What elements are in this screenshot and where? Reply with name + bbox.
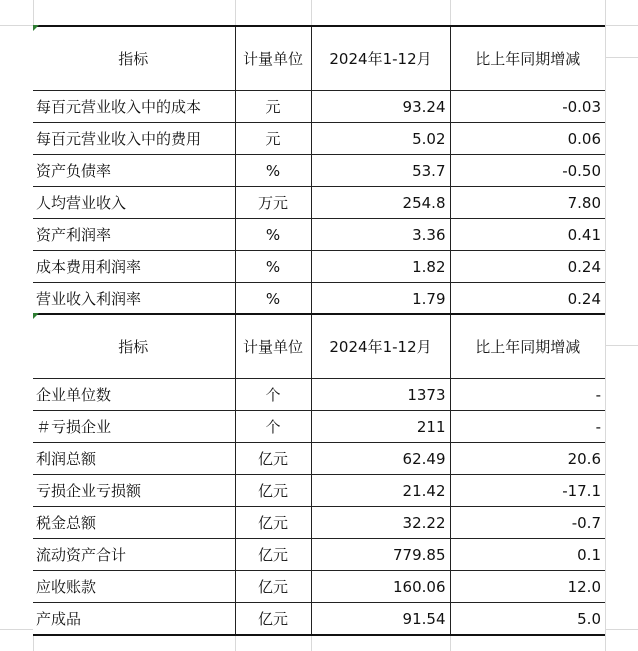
- indicator-cell[interactable]: 每百元营业收入中的费用: [33, 123, 235, 155]
- change-cell[interactable]: -: [450, 411, 605, 443]
- indicator-table-totals: [33, 313, 605, 636]
- unit-cell[interactable]: %: [235, 251, 311, 283]
- change-cell[interactable]: 0.41: [450, 219, 605, 251]
- unit-cell[interactable]: %: [235, 283, 311, 316]
- value-cell[interactable]: 1.82: [311, 251, 450, 283]
- header-cell[interactable]: 比上年同期增减: [450, 314, 605, 379]
- value-cell[interactable]: 32.22: [311, 507, 450, 539]
- value-cell[interactable]: 91.54: [311, 603, 450, 636]
- header-cell[interactable]: 指标: [33, 26, 235, 91]
- unit-cell[interactable]: 万元: [235, 187, 311, 219]
- cell-marker-icon: [33, 25, 39, 31]
- value-cell[interactable]: 21.42: [311, 475, 450, 507]
- indicator-cell[interactable]: 产成品: [33, 603, 235, 636]
- unit-cell[interactable]: 亿元: [235, 475, 311, 507]
- value-cell[interactable]: 1.79: [311, 283, 450, 316]
- change-cell[interactable]: 0.06: [450, 123, 605, 155]
- value-cell[interactable]: 62.49: [311, 443, 450, 475]
- value-cell[interactable]: 779.85: [311, 539, 450, 571]
- value-cell[interactable]: 254.8: [311, 187, 450, 219]
- table-row: [33, 475, 605, 507]
- cell-marker-icon: [33, 313, 39, 319]
- change-cell[interactable]: 12.0: [450, 571, 605, 603]
- indicator-cell[interactable]: 人均营业收入: [33, 187, 235, 219]
- table-row: [33, 507, 605, 539]
- change-cell[interactable]: 0.24: [450, 283, 605, 316]
- indicator-cell[interactable]: ＃亏损企业: [33, 411, 235, 443]
- change-cell[interactable]: 7.80: [450, 187, 605, 219]
- value-cell[interactable]: 93.24: [311, 91, 450, 123]
- indicator-cell[interactable]: 营业收入利润率: [33, 283, 235, 316]
- table-row: [33, 123, 605, 155]
- indicator-cell[interactable]: 应收账款: [33, 571, 235, 603]
- value-cell[interactable]: 160.06: [311, 571, 450, 603]
- change-cell[interactable]: -: [450, 379, 605, 411]
- header-cell[interactable]: 计量单位: [235, 314, 311, 379]
- table-row: [33, 251, 605, 283]
- indicator-cell[interactable]: 资产利润率: [33, 219, 235, 251]
- table-row: [33, 379, 605, 411]
- indicator-cell[interactable]: 税金总额: [33, 507, 235, 539]
- table-row: [33, 283, 605, 316]
- indicator-table-ratios: [33, 25, 605, 316]
- header-cell[interactable]: 计量单位: [235, 26, 311, 91]
- value-cell[interactable]: 211: [311, 411, 450, 443]
- indicator-cell[interactable]: 流动资产合计: [33, 539, 235, 571]
- header-cell[interactable]: 2024年1-12月: [311, 314, 450, 379]
- unit-cell[interactable]: 元: [235, 91, 311, 123]
- gridline: [605, 0, 606, 651]
- change-cell[interactable]: 20.6: [450, 443, 605, 475]
- header-cell[interactable]: 2024年1-12月: [311, 26, 450, 91]
- indicator-cell[interactable]: 利润总额: [33, 443, 235, 475]
- table-row: [33, 91, 605, 123]
- change-cell[interactable]: 0.1: [450, 539, 605, 571]
- change-cell[interactable]: -0.03: [450, 91, 605, 123]
- unit-cell[interactable]: %: [235, 219, 311, 251]
- gridline: [605, 57, 638, 58]
- change-cell[interactable]: -17.1: [450, 475, 605, 507]
- unit-cell[interactable]: 元: [235, 123, 311, 155]
- change-cell[interactable]: 5.0: [450, 603, 605, 636]
- table-row: [33, 187, 605, 219]
- indicator-cell[interactable]: 每百元营业收入中的成本: [33, 91, 235, 123]
- header-cell[interactable]: 比上年同期增减: [450, 26, 605, 91]
- table-row: [33, 539, 605, 571]
- table-header-row: [33, 314, 605, 379]
- unit-cell[interactable]: 个: [235, 411, 311, 443]
- unit-cell[interactable]: 亿元: [235, 443, 311, 475]
- value-cell[interactable]: 3.36: [311, 219, 450, 251]
- header-cell[interactable]: 指标: [33, 314, 235, 379]
- table-header-row: [33, 26, 605, 91]
- table-row: [33, 443, 605, 475]
- unit-cell[interactable]: 个: [235, 379, 311, 411]
- table-row: [33, 155, 605, 187]
- value-cell[interactable]: 1373: [311, 379, 450, 411]
- indicator-cell[interactable]: 成本费用利润率: [33, 251, 235, 283]
- table-row: [33, 411, 605, 443]
- indicator-cell[interactable]: 亏损企业亏损额: [33, 475, 235, 507]
- indicator-cell[interactable]: 企业单位数: [33, 379, 235, 411]
- table-row: [33, 603, 605, 636]
- gridline: [605, 345, 638, 346]
- unit-cell[interactable]: 亿元: [235, 507, 311, 539]
- table-row: [33, 219, 605, 251]
- unit-cell[interactable]: 亿元: [235, 571, 311, 603]
- unit-cell[interactable]: 亿元: [235, 603, 311, 636]
- change-cell[interactable]: -0.7: [450, 507, 605, 539]
- change-cell[interactable]: 0.24: [450, 251, 605, 283]
- change-cell[interactable]: -0.50: [450, 155, 605, 187]
- indicator-cell[interactable]: 资产负债率: [33, 155, 235, 187]
- unit-cell[interactable]: 亿元: [235, 539, 311, 571]
- value-cell[interactable]: 53.7: [311, 155, 450, 187]
- table-row: [33, 571, 605, 603]
- unit-cell[interactable]: %: [235, 155, 311, 187]
- value-cell[interactable]: 5.02: [311, 123, 450, 155]
